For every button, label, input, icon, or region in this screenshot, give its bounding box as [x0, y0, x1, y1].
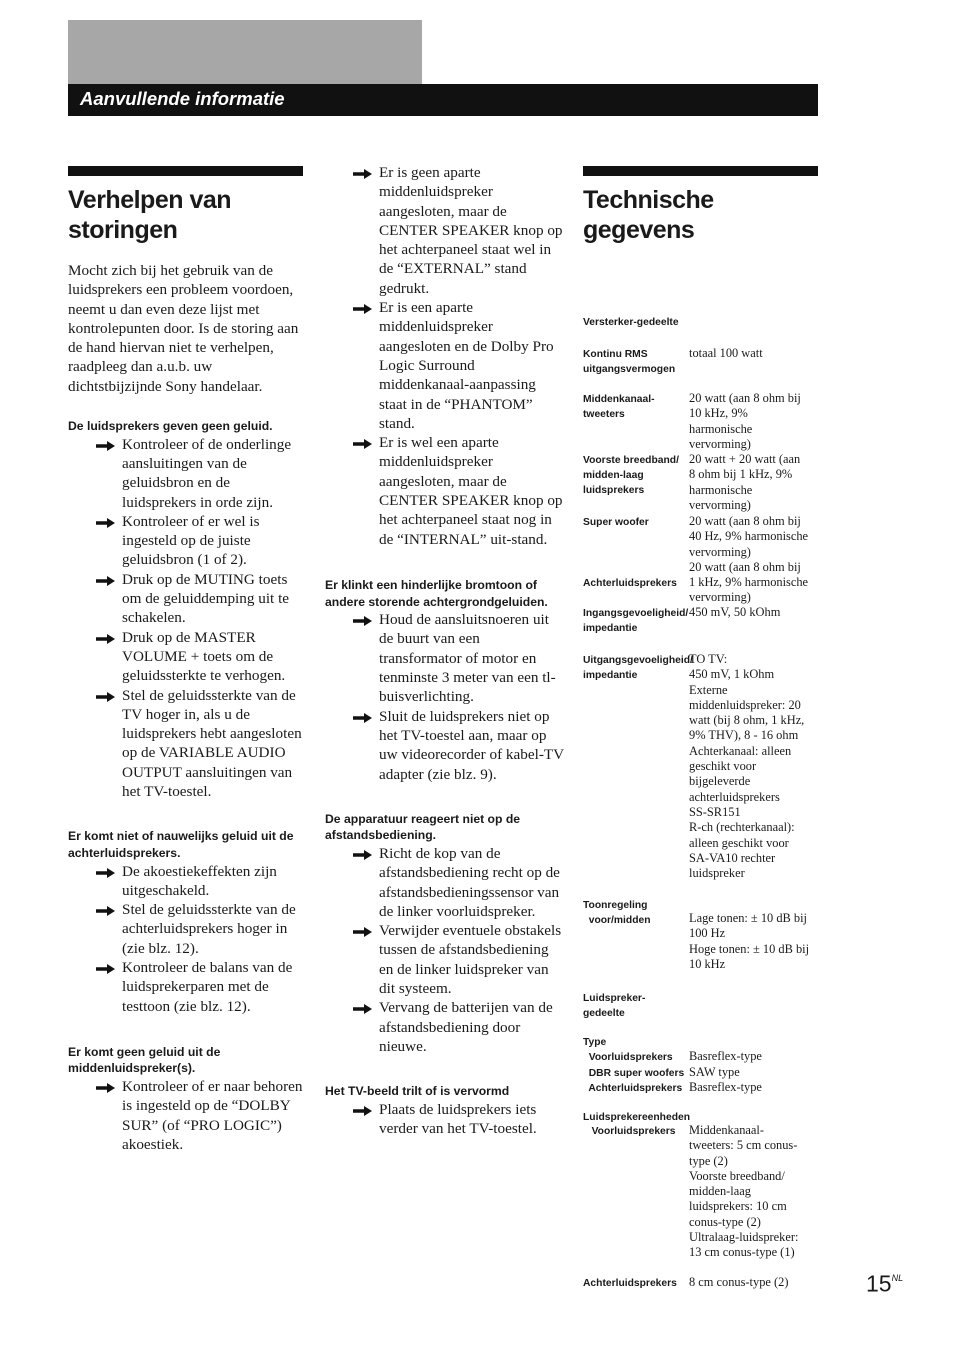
intro-paragraph: Mocht zich bij het gebruik van de luidsprekers een probleem voordoen, neemt u dan even deze lijst met kontrolepunten door. Is de storing aan de hand hiervan niet te verhelpen, raadpleeg dan a.u.b. uw dichtstbijzijnde Sony handelaar.	[68, 262, 299, 395]
arrow-right-icon	[96, 906, 115, 916]
bullet-item	[325, 921, 565, 998]
bullet-item	[325, 610, 565, 706]
spec-value: SAW type	[689, 1065, 740, 1079]
bullet-text: Vervang de batterijen van de afstandsbediening door nieuwe.	[379, 999, 553, 1055]
trouble-section	[325, 811, 565, 1056]
section-heading: Er klinkt een hinderlijke bromtoon of andere storende achtergrondgeluiden.	[325, 577, 548, 609]
arrow-right-icon	[353, 1004, 372, 1014]
bullet-text: Kontroleer of de onderlinge aansluitingen van de geluidsbron en de luidsprekers in orde zijn.	[122, 435, 292, 511]
trouble-section	[68, 1044, 303, 1154]
header-gray-block	[68, 20, 422, 84]
spec-label: Super woofer	[583, 517, 649, 528]
bullet-item	[325, 433, 565, 549]
spec-label: DBR super woofers	[583, 1068, 685, 1079]
spec-value: Lage tonen: ± 10 dB bij 100 Hz Hoge tonen: ± 10 dB bij 10 kHz	[689, 911, 810, 971]
section-heading: De apparatuur reageert niet op de afstandsbediening.	[325, 811, 521, 843]
spec-label: Achterluidsprekers	[583, 578, 677, 589]
bullet-text: De akoestiekeffekten zijn uitgeschakeld.	[122, 862, 277, 899]
spec-value: Basreflex-type	[689, 1080, 762, 1094]
bullet-item	[325, 998, 565, 1056]
bullet-text: Kontroleer of er naar behoren is ingesteld op de “DOLBY SUR” (of “PRO LOGIC”) akoestiek.	[122, 1078, 303, 1153]
specs-title: Technische gegevens	[583, 186, 714, 244]
arrow-right-icon	[353, 713, 372, 723]
bullet-text: Druk op de MASTER VOLUME + toets om de geluidssterkte te verhogen.	[122, 628, 286, 685]
arrow-right-icon	[96, 964, 115, 974]
section-heading: Er komt geen geluid uit de middenluidspreker(s).	[68, 1044, 221, 1076]
arrow-right-icon	[353, 439, 372, 449]
spec-label: Toonregeling voor/midden	[583, 900, 651, 927]
arrow-right-icon	[96, 576, 115, 586]
section-heading: Er komt niet of nauwelijks geluid uit de achterluidsprekers.	[68, 829, 294, 860]
bullet-text: Druk op de MUTING toets om de geluiddemping uit te schakelen.	[122, 570, 290, 627]
spec-label: Versterker-gedeelte	[583, 317, 679, 328]
troubleshooting-sections-2	[325, 577, 565, 1139]
bullet-text: Stel de geluidssterkte van de TV hoger in, als u de luidsprekers hebt aangesloten op de VARIABLE AUDIO OUTPUT aansluitingen van het TV-toestel.	[122, 686, 302, 801]
troubleshooting-sections	[68, 418, 303, 1154]
spec-label: Voorluidsprekers	[583, 1052, 673, 1063]
bullet-item	[68, 686, 303, 802]
title-rule	[583, 166, 818, 176]
troubleshooting-title	[68, 185, 303, 245]
bullet-text: Verwijder eventuele obstakels tussen de afstandsbediening en de linker luidspreker van dit systeem.	[379, 922, 562, 998]
trouble-section	[68, 828, 303, 1016]
arrow-right-icon	[353, 169, 372, 179]
spec-value: TO TV: 450 mV, 1 kOhm Externe middenluidspreker: 20 watt (bij 8 ohm, 1 kHz, 9% THV), 8 - 16 ohm Achterkanaal: alleen geschikt voor bijgeleverde achterluidsprekers SS-SR151 R-ch (rechterkanaal): alleen geschikt voor SA-VA10 rechter luidspreker	[689, 652, 805, 881]
section-heading: Het TV-beeld trilt of is vervormd	[325, 1084, 510, 1099]
bullet-item	[68, 958, 303, 1016]
page-number-value: 15	[866, 1270, 892, 1297]
spec-value: 20 watt + 20 watt (aan 8 ohm bij 1 kHz, 9% harmonische vervorming)	[689, 452, 801, 512]
bullet-text: Plaats de luidsprekers iets verder van het TV-toestel.	[379, 1100, 537, 1138]
specs-column	[583, 166, 818, 1289]
bullet-item	[68, 435, 303, 512]
spec-value: 8 cm conus-type (2)	[689, 1275, 789, 1289]
bullet-item	[325, 844, 565, 921]
bullet-item	[68, 1077, 303, 1154]
arrow-right-icon	[353, 927, 372, 937]
troubleshooting-column	[68, 166, 303, 1154]
bullet-item	[68, 628, 303, 686]
bullet-text: Stel de geluidssterkte van de achterluidsprekers hoger in (zie blz. 12).	[122, 901, 296, 957]
spec-label: Type	[583, 1037, 607, 1048]
section-title: Aanvullende informatie	[80, 88, 285, 109]
bullet-text: Er is een aparte middenluidspreker aangesloten en de Dolby Pro Logic Surround middenkanaal-aanpassing staat in de “PHANTOM” stand.	[379, 299, 554, 432]
bullet-text: Sluit de luidsprekers niet op het TV-toestel aan, maar op uw videorecorder of kabel-TV adapter (zie blz. 9).	[379, 707, 564, 783]
trouble-section	[325, 577, 565, 784]
trouble-section	[325, 1083, 565, 1138]
bullet-text: Kontroleer of er wel is ingesteld op de juiste geluidsbron (1 of 2).	[122, 512, 260, 569]
arrow-right-icon	[96, 634, 115, 644]
arrow-right-icon	[96, 692, 115, 702]
spec-value: 1 kHz, 9% harmonische vervorming)	[689, 575, 809, 605]
arrow-right-icon	[353, 616, 372, 626]
spec-label: Kontinu RMS uitgangsvermogen	[583, 349, 676, 376]
spec-value: Middenkanaal- tweeters: 5 cm conus- type (2) Voorste breedband/ midden-laag luidsprekers: 10 cm conus-type (2) Ultralaag-luidspreker: 13 cm conus-type (1)	[689, 1123, 799, 1260]
title-line-2: storingen	[68, 216, 178, 244]
bullet-item	[325, 707, 565, 784]
bullet-text: Kontroleer de balans van de luidsprekerparen met de testtoon (zie blz. 12).	[122, 958, 293, 1015]
arrow-right-icon	[96, 518, 115, 528]
bullet-item	[325, 298, 565, 433]
lead-items	[325, 163, 565, 549]
trouble-section	[68, 418, 303, 801]
spec-value: 20 watt (aan 8 ohm bij 10 kHz, 9% harmonische vervorming)	[689, 391, 801, 451]
spec-label: Voorste breedband/ midden-laag luidsprekers	[583, 455, 679, 497]
spec-value: Basreflex-type	[689, 1049, 762, 1063]
page-language: NL	[891, 1273, 904, 1283]
arrow-right-icon	[96, 441, 115, 451]
spec-label: Luidsprekereenheden	[583, 1112, 691, 1123]
bullet-item	[68, 900, 303, 958]
spec-label: Luidspreker- gedeelte	[583, 993, 646, 1020]
spec-label: Achterluidsprekers	[583, 1278, 677, 1289]
bullet-text: Er is geen aparte middenluidspreker aangesloten, maar de CENTER SPEAKER knop op het achterpaneel staat wel in de “EXTERNAL” stand gedrukt.	[379, 164, 563, 297]
bullet-item	[325, 1100, 565, 1139]
title-rule	[68, 166, 303, 176]
section-heading: De luidsprekers geven geen geluid.	[68, 419, 273, 434]
spec-value: 450 mV, 50 kOhm	[689, 605, 781, 619]
spec-label: Voorluidsprekers	[583, 1126, 676, 1137]
arrow-right-icon	[353, 850, 372, 860]
title-line-1: Verhelpen van	[68, 186, 232, 214]
bullet-item	[68, 862, 303, 901]
spec-label: Ingangsgevoeligheid/ impedantie	[583, 608, 689, 635]
arrow-right-icon	[353, 304, 372, 314]
bullet-text: Er is wel een aparte middenluidspreker aangesloten, maar de CENTER SPEAKER knop op het achterpaneel staat nog in de “INTERNAL” uit-stand.	[379, 434, 563, 548]
bullet-item	[68, 570, 303, 628]
bullet-text: Richt de kop van de afstandsbediening recht op de afstandsbedieningssensor van de linker voorluidspreker.	[379, 844, 560, 920]
spec-value: totaal 100 watt	[689, 346, 763, 360]
spec-label: Achterluidsprekers	[583, 1083, 683, 1094]
arrow-right-icon	[96, 1083, 115, 1093]
arrow-right-icon	[96, 868, 115, 878]
bullet-item	[68, 512, 303, 570]
spec-value: 20 watt (aan 8 ohm bij 40 Hz, 9% harmonische vervorming) 20 watt (aan 8 ohm bij	[689, 514, 809, 574]
spec-label: Uitgangsgevoeligheid/ impedantie	[583, 655, 693, 682]
bullet-item	[325, 163, 565, 298]
arrow-right-icon	[353, 1106, 372, 1116]
troubleshooting-column-2	[325, 163, 565, 1138]
bullet-text: Houd de aansluitsnoeren uit de buurt van een transformator of motor en tenminste 3 meter van een tl-buisverlichting.	[379, 611, 556, 706]
page-number	[866, 1266, 903, 1298]
spec-label: Middenkanaal- tweeters	[583, 394, 655, 421]
